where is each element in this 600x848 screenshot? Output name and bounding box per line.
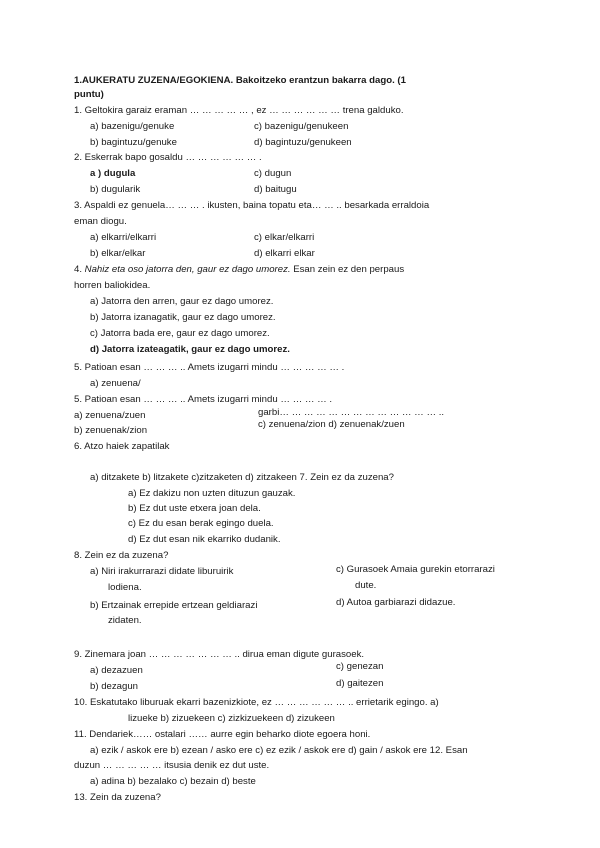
q5-garbi: garbi… … … … … … … … … … … … … .. [258, 407, 445, 418]
question-3-cont: eman diogu. [74, 216, 127, 227]
q3-option-a: a) elkarri/elkarri [90, 232, 157, 243]
question-3: 3. Aspaldi ez genuela… … … . ikusten, baina topatu eta… … .. besarkada erraldoia [74, 200, 430, 211]
question-12: duzun … … … … … itsusia denik ez dut uste. [74, 760, 270, 771]
q5-repeat-option-cd: c) zenuena/zion d) zenuenak/zuen [258, 419, 405, 430]
q4-instruction: Esan zein ez den perpaus [290, 264, 405, 275]
section-title-cont: puntu) [74, 89, 104, 100]
section-title: 1.AUKERATU ZUZENA/EGOKIENA. Bakoitzeko erantzun bakarra dago. (1 [74, 75, 406, 86]
q3-option-c: c) elkar/elkarri [254, 232, 315, 243]
q8-option-d: d) Autoa garbiarazi didazue. [336, 597, 456, 608]
q1-option-d: d) bagintuzu/genukeen [254, 137, 352, 148]
q3-option-d: d) elkarri elkar [254, 248, 315, 259]
question-1: 1. Geltokira garaiz eraman … … … … … , ez … … … … … … trena galduko. [74, 105, 404, 116]
q8-option-a: a) Niri irakurrarazi didate liburuirik [90, 566, 234, 577]
q4-option-b: b) Jatorra izanagatik, gaur ez dago umorez. [90, 312, 276, 323]
q2-option-a: a ) dugula [90, 168, 136, 179]
q8-option-b: b) Ertzainak errepide ertzean geldiarazi [90, 600, 258, 611]
q7-option-d: d) Ez dut esan nik ekarriko dudanik. [128, 534, 281, 545]
question-2: 2. Eskerrak bapo gosaldu … … … … … … . [74, 152, 262, 163]
q2-option-c: c) dugun [254, 168, 292, 179]
question-4-cont: horren baliokidea. [74, 280, 151, 291]
q12-options-line: a) adina b) bezalako c) bezain d) beste [90, 776, 256, 787]
q8-option-b-cont: zidaten. [108, 615, 142, 626]
q9-option-a: a) dezazuen [90, 665, 143, 676]
q8-option-c: c) Gurasoek Amaia gurekin etorrarazi [336, 564, 495, 575]
q4-number: 4. [74, 264, 85, 275]
q7-option-c: c) Ez du esan berak egingo duela. [128, 518, 274, 529]
question-13: 13. Zein da zuzena? [74, 792, 161, 803]
q8-option-a-cont: lodiena. [108, 582, 142, 593]
q4-option-a: a) Jatorra den arren, gaur ez dago umorez. [90, 296, 274, 307]
q7-option-a: a) Ez dakizu non uzten dituzun gauzak. [128, 488, 296, 499]
q9-option-b: b) dezagun [90, 681, 139, 692]
q11-options-line: a) ezik / askok ere b) ezean / asko ere c) ez ezik / askok ere d) gain / askok ere 12. Esan [90, 745, 468, 756]
question-6: 6. Atzo haiek zapatilak [74, 441, 170, 452]
q5-repeat-option-b: b) zenuenak/zion [74, 425, 148, 436]
q1-option-b: b) bagintuzu/genuke [90, 137, 177, 148]
question-11: 11. Dendariek…… ostalari …… aurre egin beharko diote egoera honi. [74, 729, 371, 740]
q4-option-c: c) Jatorra bada ere, gaur ez dago umorez. [90, 328, 270, 339]
q8-option-c-cont: dute. [355, 580, 377, 591]
question-5-repeat: 5. Patioan esan … … … .. Amets izugarri mindu … … … … . [74, 394, 333, 405]
q10-options-line: lizueke b) zizuekeen c) zizkizuekeen d) zizukeen [128, 713, 335, 724]
q5-repeat-option-a: a) zenuena/zuen [74, 410, 146, 421]
q7-option-b: b) Ez dut uste etxera joan dela. [128, 503, 261, 514]
q6-options-line: a) ditzakete b) litzakete c)zitzaketen d) zitzakeen 7. Zein ez da zuzena? [90, 472, 394, 483]
q4-option-d: d) Jatorra izateagatik, gaur ez dago umorez. [90, 344, 290, 355]
q9-option-d: d) gaitezen [336, 678, 384, 689]
question-9: 9. Zinemara joan … … … … … … … .. dirua eman digute gurasoek. [74, 649, 365, 660]
question-10: 10. Eskatutako liburuak ekarri bazenizkiote, ez … … … … … … .. errietarik egingo. a) [74, 697, 439, 708]
q2-option-b: b) dugularik [90, 184, 141, 195]
q9-option-c: c) genezan [336, 661, 384, 672]
question-4 [74, 264, 404, 276]
q2-option-d: d) baitugu [254, 184, 297, 195]
q5-option-a: a) zenuena/ [90, 378, 141, 389]
q4-quote: Nahiz eta oso jatorra den, gaur ez dago umorez. [84, 264, 291, 275]
question-8: 8. Zein ez da zuzena? [74, 550, 169, 561]
question-5: 5. Patioan esan … … … .. Amets izugarri mindu … … … … … . [74, 362, 345, 373]
q1-option-c: c) bazenigu/genukeen [254, 121, 349, 132]
q1-option-a: a) bazenigu/genuke [90, 121, 175, 132]
q3-option-b: b) elkar/elkar [90, 248, 146, 259]
